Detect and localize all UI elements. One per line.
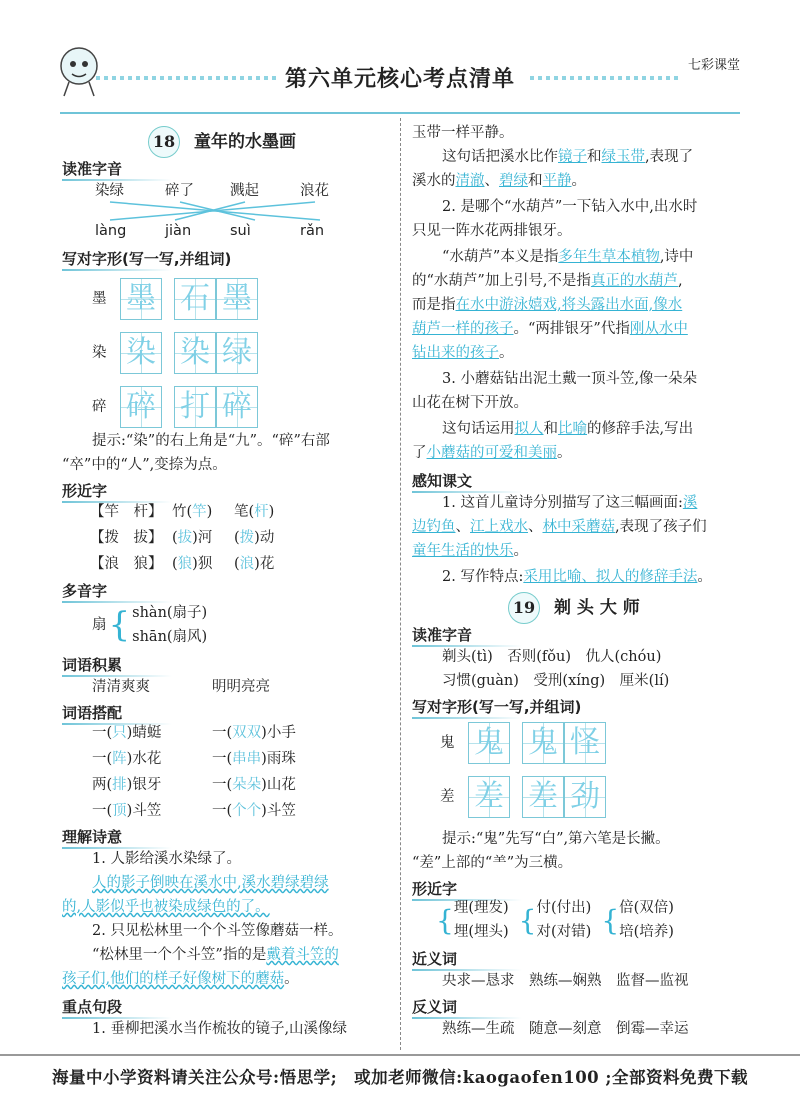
read-19-1: 剃头(tì) 否则(fǒu) 仇人(chóu)	[442, 649, 662, 665]
lesson-19-title: 19 剃 头 大 师	[508, 592, 640, 624]
tip-18-line1: 提示:“染”的右上角是“九”。“碎”右部	[92, 433, 330, 449]
lesson-18-title: 18 童年的水墨画	[148, 126, 296, 158]
r-p9: 葫芦一样的孩子。“两排银牙”代指刚从水中	[412, 321, 688, 337]
vocab-2: 明明亮亮	[212, 679, 270, 695]
r-p7: 的“水葫芦”加上引号,不是指真正的水葫芦,	[412, 273, 683, 289]
r-p3: 溪水的清澈、碧绿和平静。	[412, 173, 586, 189]
read-label: 读准字音	[62, 158, 122, 178]
similar-label: 形近字	[62, 480, 107, 500]
r-p12: 山花在树下开放。	[412, 395, 528, 411]
poem-2: 2. 只见松林里一个个斗笠像蘑菇一样。	[92, 923, 343, 939]
similar-list: 【竿 杆】 竹(竿) 笔(杆) 【拨 拔】 (拔)河 (拨)动 【浪 狼】 (狼)狈 (浪)花	[90, 504, 275, 572]
polyphone-block: 扇 { shàn(扇子) shān(扇风)	[92, 605, 208, 645]
r-p6: “水葫芦”本义是指多年生草本植物,诗中	[442, 249, 694, 265]
match-list: 一(只)蜻蜓 一(双双)小手 一(阵)水花 一(串串)雨珠 两(排)银牙 一(朵朵)山花 一(顶)斗笠 一(个个)斗笠	[92, 725, 296, 819]
r-p11: 3. 小蘑菇钻出泥土戴一顶斗笠,像一朵朵	[442, 371, 698, 387]
poem-label: 理解诗意	[62, 826, 122, 846]
matching-words: 染绿 碎了 溅起 浪花 làng jiàn suì rǎn	[95, 183, 329, 239]
tip-19-line2: “差”上部的“⺷”为三横。	[412, 855, 573, 871]
footer-text: 海量中小学资料请关注公众号:悟思学; 或加老师微信:kaogaofen100 ;全部资料免费下载	[51, 1068, 748, 1087]
ant-list: 熟练—生疏 随意—刻意 倒霉—幸运	[442, 1021, 689, 1037]
r-f4: 2. 写作特点:采用比喻、拟人的修辞手法。	[442, 569, 712, 585]
r-f1: 1. 这首儿童诗分别描写了这三幅画面:溪	[442, 495, 698, 511]
r-p2: 这句话把溪水比作镜子和绿玉带,表现了	[442, 149, 694, 165]
ant-label: 反义词	[412, 996, 457, 1016]
vocab-1: 清清爽爽	[92, 679, 150, 695]
write-grid-right: 鬼 鬼 鬼 怪 差 差 差 劲	[440, 716, 606, 824]
syn-label: 近义词	[412, 948, 457, 968]
r-p14: 了小蘑菇的可爱和美丽。	[412, 445, 572, 461]
r-p1: 玉带一样平静。	[412, 125, 514, 141]
write-label-19: 写对字形(写一写,并组词)	[412, 696, 581, 716]
poem-2-answer: 孩子们,他们的样子好像树下的蘑菇。	[62, 971, 299, 987]
r-p13: 这句话运用拟人和比喻的修辞手法,写出	[442, 421, 694, 437]
feel-label: 感知课文	[412, 470, 472, 490]
write-label: 写对字形(写一写,并组词)	[62, 248, 231, 268]
column-separator	[400, 118, 401, 1050]
brand-label: 七彩课堂	[687, 58, 740, 73]
r-p4: 2. 是哪个“水葫芦”一下钻入水中,出水时	[442, 199, 698, 215]
write-grid-left: 墨 墨 石 墨 染 染 染 绿 碎 碎 打 碎	[92, 272, 258, 434]
page-title: 第六单元核心考点清单	[284, 66, 515, 92]
poem-1-answer-1: 人的影子倒映在溪水中,溪水碧绿碧绿	[92, 875, 329, 891]
tip-19-line1: 提示:“鬼”先写“白”,第六笔是长撇。	[442, 831, 670, 847]
r-p10: 钻出来的孩子。	[412, 345, 514, 361]
match-label: 词语搭配	[62, 702, 122, 722]
r-p5: 只见一阵水花两排银牙。	[412, 223, 572, 239]
read-19-2: 习惯(guàn) 受刑(xíng) 厘米(lí)	[442, 673, 670, 689]
footer-rule	[0, 1054, 800, 1056]
similar-label-19: 形近字	[412, 878, 457, 898]
r-p8: 而是指在水中游泳嬉戏,将头露出水面,像水	[412, 297, 683, 313]
vocab-label: 词语积累	[62, 654, 122, 674]
read-label-19: 读准字音	[412, 624, 472, 644]
key-label: 重点句段	[62, 996, 122, 1016]
r-f3: 童年生活的快乐。	[412, 543, 528, 559]
header-rule	[60, 112, 740, 114]
poem-1-answer-2: 的,人影似乎也被染成绿色的了。	[62, 899, 270, 915]
tip-18-line2: “卒”中的“人”,变捺为点。	[62, 457, 227, 473]
poem-1: 1. 人影给溪水染绿了。	[92, 851, 241, 867]
similar-19: { 理(理发) 埋(埋头) { 付(付出) 对(对错) { 倍(双倍) 培(培养)	[436, 900, 674, 940]
r-f2: 边钓鱼、江上戏水、林中采蘑菇,表现了孩子们	[412, 519, 707, 535]
key-1: 1. 垂柳把溪水当作梳妆的镜子,山溪像绿	[92, 1021, 348, 1037]
polyphone-label: 多音字	[62, 580, 107, 600]
poem-2-q: “松林里一个个斗笠”指的是戴着斗笠的	[92, 947, 339, 963]
syn-list: 央求—恳求 熟练—娴熟 监督—监视	[442, 973, 689, 989]
